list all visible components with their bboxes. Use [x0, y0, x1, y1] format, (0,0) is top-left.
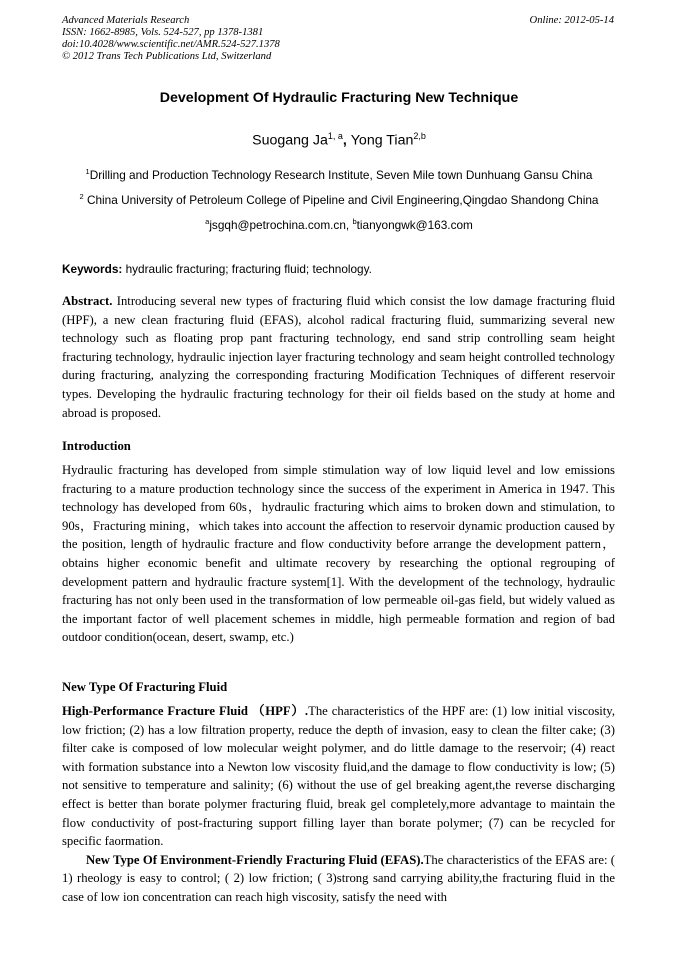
efas-paragraph — [62, 851, 615, 907]
affiliation-2-text: China University of Petroleum College of Pipeline and Civil Engineering,Qingdao Shandong China — [83, 192, 599, 207]
affiliation-1-sup: 1 — [85, 167, 90, 176]
author-1-sup: 1, a — [327, 131, 343, 141]
affiliation-1 — [0, 167, 678, 182]
email-a-sup: a — [205, 217, 210, 226]
online-date: Online: 2012-05-14 — [529, 15, 614, 26]
affiliation-1-text: Drilling and Production Technology Research Institute, Seven Mile town Dunhuang Gansu China — [89, 167, 593, 182]
hpf-label: High-Performance Fracture Fluid （HPF）. — [62, 704, 309, 718]
section-heading-fracturing-fluid: New Type Of Fracturing Fluid — [62, 680, 228, 694]
affiliation-2-sup: 2 — [79, 192, 84, 201]
author-line — [0, 131, 678, 149]
introduction-text: Hydraulic fracturing has developed from simple stimulation way of low liquid level and low emissions fracturing to a mature production technology since the success of the experiment in America in 1947. This technology has developed from 60s，hydraulic fracturing which aims to broken down and stimulation, to 90s，Fracturing mining，which takes into account the affection to reservoir dynamic production caused by the position, length of hydraulic fracture and flow conductivity before arrange the development pattern，obtains higher economic benefit and ultimate recovery by researching the optional regrouping of development pattern and hydraulic fracture system[1]. With the development of the technology, hydraulic fracturing has not only been used in the transformation of low permeable oil-gas field, but widely valued as the important factor of well placement schemes in middle, high permeable formation and region of bad outdoor condition(ocean, desert, swamp, etc.) — [62, 463, 615, 645]
hpf-paragraph — [62, 702, 615, 907]
author-separator: , — [342, 132, 351, 149]
email-line — [0, 217, 678, 232]
abstract — [62, 292, 615, 422]
keywords-text: hydraulic fracturing; fracturing fluid; technology. — [122, 262, 372, 276]
introduction-heading: Introduction — [62, 439, 131, 453]
keywords — [62, 262, 622, 276]
email-b-sup: b — [352, 217, 357, 226]
running-header — [62, 15, 614, 63]
journal-name: Advanced Materials Research — [62, 15, 190, 26]
affiliation-2 — [0, 192, 678, 207]
efas-label: New Type Of Environment-Friendly Fracturing Fluid (EFAS). — [86, 852, 424, 867]
email-a: jsgqh@petrochina.com.cn, — [209, 217, 353, 232]
author-2-sup: 2,b — [413, 131, 426, 141]
abstract-text: Introducing several new types of fracturing fluid which consist the low damage fracturing fluid (HPF), a new clean fracturing fluid (EFAS), alcohol radical fracturing fluid, summarizing several new technology such as floating prop pant fracturing technology, end sand strip controlling seam height fracturing technology, hydraulic injection layer fracturing technology and seam height controlled technology during fracturing, analyzing the corresponding fracturing Modification Techniques of different reservoir types. Developing the hydraulic fracturing technology for their oil fields based on the study at home and abroad is proposed. — [62, 294, 615, 420]
hpf-text: The characteristics of the HPF are: (1) low initial viscosity, low friction; (2) has a low filtration property, reduce the depth of invasion, easy to clean the filter cake; (3) filter cake is composed of low molecular weight polymer, and do little damage to the reservoir; (4) react with formation substance into a Newton low viscosity fluid,and the damage to flow conductivity is low; (5) not sensitive to temperature and salinity; (6) without the use of gel breaking agent,the reverse discharging effect is better than borate polymer fracturing fluid, break gel completely,more advantage to maintain the flow conductivity of post-fracturing support filling layer than borate polymer; (7) can be recycled for specific faormation. — [62, 704, 615, 849]
author-2-name: Yong Tian — [350, 132, 414, 149]
efas-text: The characteristics of the EFAS are: ( 1) rheology is easy to control; ( 2) low friction; ( 3)strong sand carrying ability,the fracturing fluid in the case of low ion concentration can reach high viscosity, satisfy the need with — [62, 852, 615, 904]
email-b: tianyongwk@163.com — [356, 217, 473, 232]
paper-title: Development Of Hydraulic Fracturing New Technique — [159, 90, 519, 106]
abstract-label: Abstract. — [62, 294, 113, 308]
doi-line: doi:10.4028/www.scientific.net/AMR.524-527.1378 — [62, 39, 280, 50]
author-1-name: Suogang Ja — [252, 132, 328, 149]
keywords-label: Keywords: — [62, 262, 123, 276]
copyright-line: © 2012 Trans Tech Publications Ltd, Switzerland — [62, 51, 272, 62]
issn-line: ISSN: 1662-8985, Vols. 524-527, pp 1378-1381 — [62, 27, 264, 38]
